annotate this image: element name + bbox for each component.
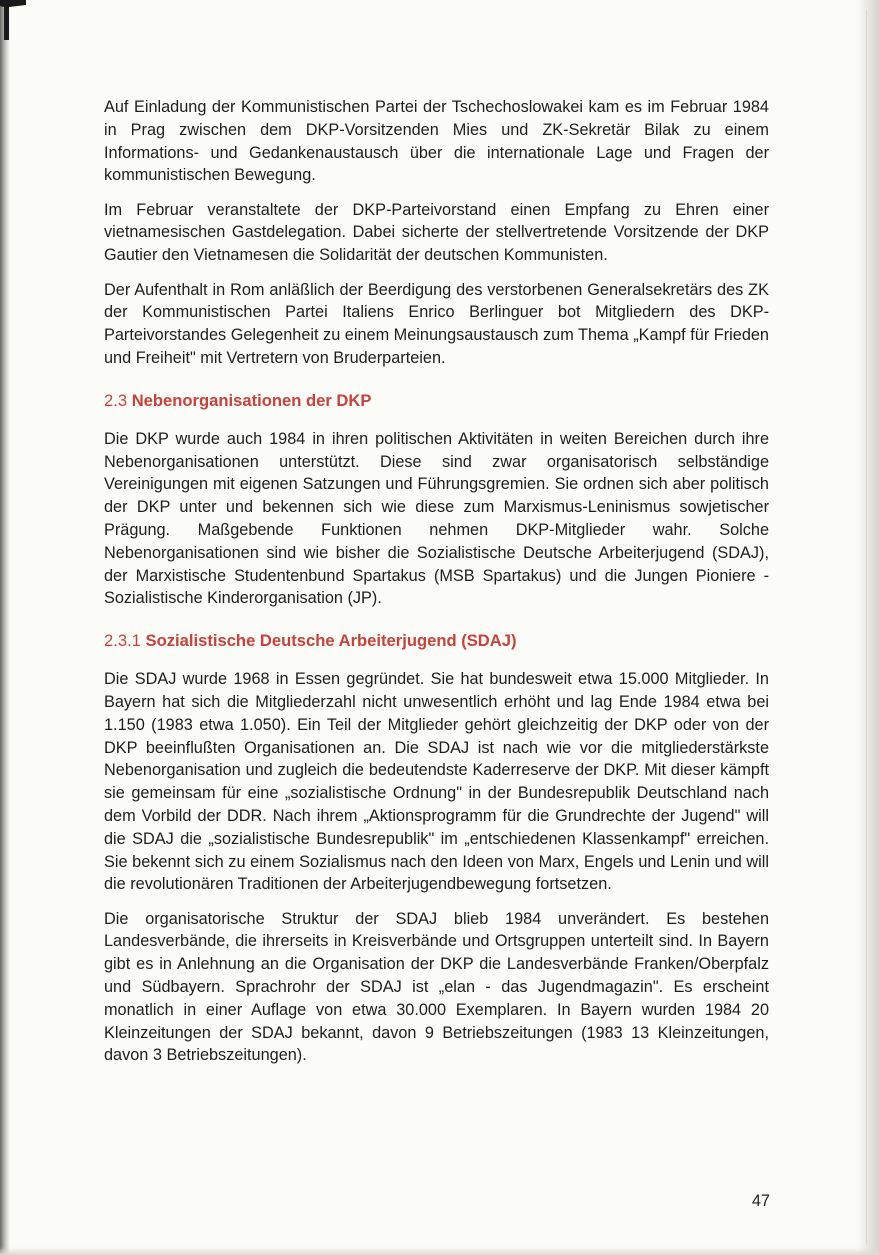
scan-left-edge [0,0,10,1255]
paragraph-2-3-1-a: Die SDAJ wurde 1968 in Essen gegründet. Sie hat bundesweit etwa 15.000 Mitglieder. In Bayern hat sich die Mitgliederzahl nicht unwesentlich erhöht und lag Ende 1984 etwa bei 1.150 (1983 etwa 1.050). Ein Teil der Mitglieder gehört gleichzeitig der DKP oder von der DKP beeinflußten Organisationen an. Die SDAJ ist nach wie vor die mitgliederstärkste Nebenorganisation und zugleich die bedeutendste Kaderreserve der DKP. Mit dieser kämpft sie gemeinsam für eine „sozialistische Ordnung" in der Bundesrepublik Deutschland nach dem Vorbild der DDR. Nach ihrem „Aktionsprogramm für die Grundrechte der Jugend" will die SDAJ die „sozialistische Bundesrepublik" im „entschiedenen Klassenkampf" erreichen. Sie bekennt sich zu einem Sozialismus nach den Ideen von Marx, Engels und Lenin und will die revolutionären Traditionen der Arbeiterjugendbewegung fortsetzen. [104,670,769,894]
paragraph-intro-3: Der Aufenthalt in Rom anläßlich der Beerdigung des verstorbenen Generalsekretärs des ZK der Kommunistischen Partei Italiens Enrico Berlinguer bot Mitgliedern des DKP-Parteivorstandes Gelegenheit zu einem Meinungsaustausch zum Thema „Kampf für Frieden und Freiheit" mit Vertretern von Bruderparteien. [104,280,769,367]
section-title-2-3-1: Sozialistische Deutsche Arbeiterjugend (SDAJ) [145,631,517,651]
section-title-2-3: Nebenorganisationen der DKP [131,390,372,410]
scan-corner-mark [0,0,26,40]
scan-right-edge [857,0,879,1255]
section-heading-2-3-1 [104,630,769,652]
paragraph-intro-1: Auf Einladung der Kommunistischen Partei der Tschechoslowakei kam es im Februar 1984 in Prag zwischen dem DKP-Vorsitzenden Mies und ZK-Sekretär Bilak zu einem Informations- und Gedankenaustausch über die internationale Lage und Fragen der kommunistischen Bewegung. [104,98,769,185]
paragraph-2-3-1: Die DKP wurde auch 1984 in ihren politischen Aktivitäten in weiten Bereichen durch ihre Nebenorganisationen unterstützt. Diese sind zwar organisatorisch selbständige Vereinigungen mit eigenen Satzungen und Führungsgremien. Sie ordnen sich aber politisch der DKP unter und bekennen sich wie diese zum Marxismus-Leninismus sowjetischer Prägung. Maßgebende Funktionen nehmen DKP-Mitglieder wahr. Solche Nebenorganisationen sind wie bisher die Sozialistische Deutsche Arbeiterjugend (SDAJ), der Marxistische Studentenbund Spartakus (MSB Spartakus) und die Jungen Pioniere - Sozialistische Kinderorganisation (JP). [104,429,769,608]
scan-bottom-edge [0,1247,879,1255]
paragraph-2-3-1-b: Die organisatorische Struktur der SDAJ blieb 1984 unverändert. Es bestehen Landesverbände, die ihrerseits in Kreisverbände und Ortsgruppen unterteilt sind. In Bayern gibt es in Anlehnung an die Organisation der DKP die Landesverbände Franken/Oberpfalz und Südbayern. Sprachrohr der SDAJ ist „elan - das Jugendmagazin". Es erscheint monatlich in einer Auflage von etwa 30.000 Exemplaren. In Bayern wurden 1984 20 Kleinzeitungen der SDAJ bekannt, davon 9 Betriebszeitungen (1983 13 Kleinzeitungen, davon 3 Betriebszeitungen). [104,909,769,1065]
page-content [104,96,769,1079]
scan-right-line [866,10,867,1245]
section-number-2-3: 2.3 [104,390,128,410]
paragraph-intro-2: Im Februar veranstaltete der DKP-Parteivorstand einen Empfang zu Ehren einer vietnamesischen Gastdelegation. Dabei sicherte der stellvertretende Vorsitzende der DKP Gautier den Vietnamesen die Solidarität der deutschen Kommunisten. [104,200,769,265]
section-number-2-3-1: 2.3.1 [104,631,141,651]
page-number: 47 [751,1192,770,1210]
section-heading-2-3 [104,390,769,412]
